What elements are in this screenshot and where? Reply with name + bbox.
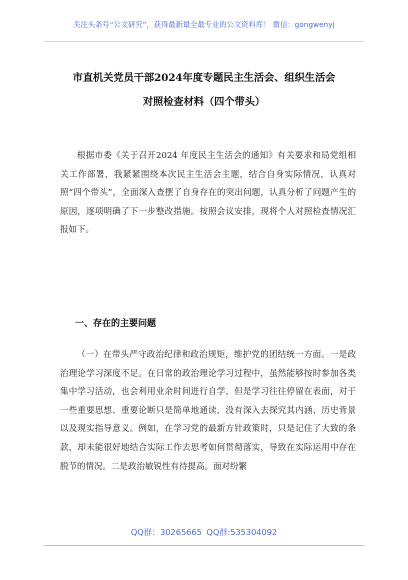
title-line-2: 对照检查材料（四个带头）	[142, 96, 266, 108]
document-title	[40, 66, 368, 114]
section-heading: 一、存在的主要问题	[75, 319, 157, 329]
intro-paragraph: 根据市委《关于召开2024 年度民主生活会的通知》有关要求和局党组相关工作部署，我紧紧围绕本次民主生活会主题，结合自身实际情况，认真对照“四个带头”，全面深入查摆了自身存在的突出问题，认真分析了问题产生的原因，逐项明确了下一步整改措施。按照会议安排，现将个人对照检查情况汇报如下。	[60, 151, 356, 236]
header-banner: 关注头条号“公文研究”，获得最新最全最专业的公文资料库！ 微信：gongwenyj	[73, 20, 335, 29]
header-divider	[44, 41, 364, 42]
title-line-1: 市直机关党员干部2024年度专题民主生活会、组织生活会	[72, 72, 336, 84]
footer-contact: QQ群：30265665 QQ群:535304092	[130, 527, 278, 537]
footer-divider	[44, 545, 364, 546]
section-paragraph: （一）在带头严守政治纪律和政治规矩，维护党的团结统一方面。一是政治理论学习深度不足。在日常的政治理论学习过程中，虽然能够按时参加各类集中学习活动，也会利用业余时间进行自学，但是学习往往停留在表面，对于一些重要思想、重要论断只是简单地通读，没有深入去探究其内涵、历史背景以及现实指导意义。例如，在学习党的最新方针政策时，只是记住了大致的条款，却未能很好地结合实际工作去思考如何贯彻落实，导致在实际运用中存在脱节的情况。二是政治敏锐性有待提高。面对纷繁	[60, 350, 356, 472]
